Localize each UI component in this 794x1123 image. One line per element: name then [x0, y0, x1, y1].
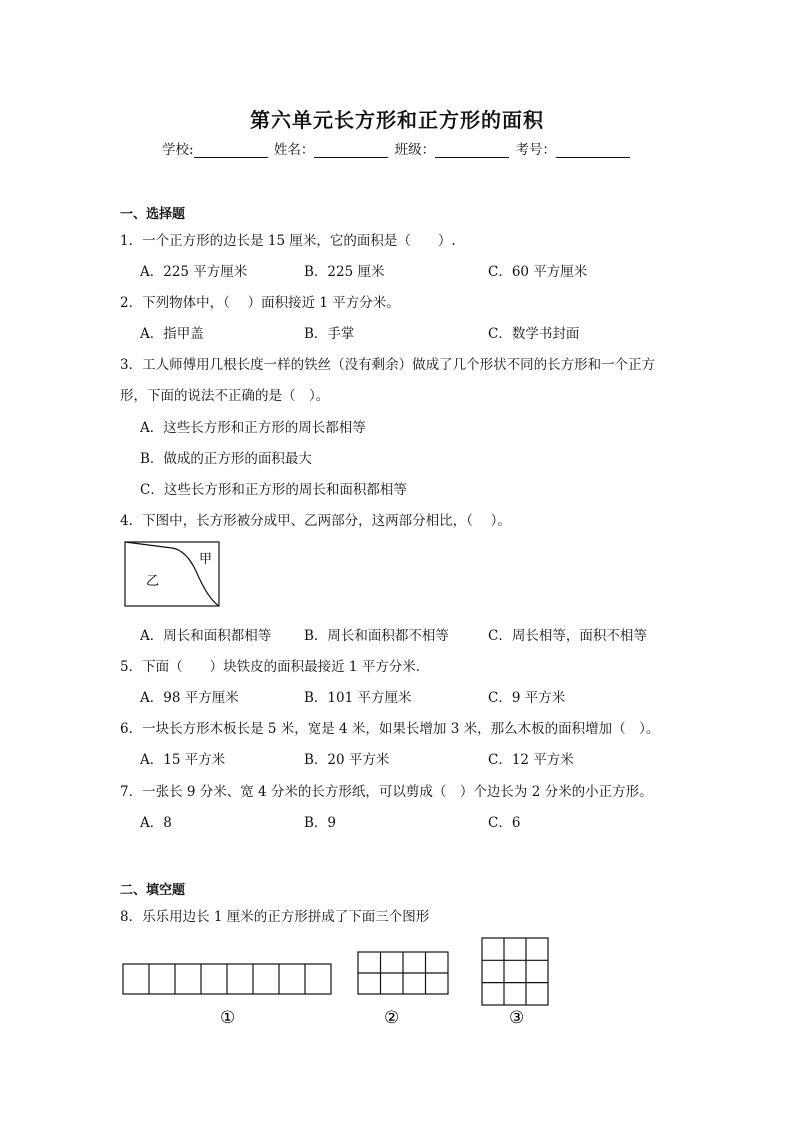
school-blank	[194, 143, 268, 158]
q2-option-c: C．数学书封面	[488, 326, 580, 342]
section-heading: 二、填空题	[120, 883, 186, 898]
q3-option-c: C．这些长方形和正方形的周长和面积都相等	[140, 482, 407, 498]
q1-option-c: C．60 平方厘米	[488, 264, 588, 280]
school-label: 学校:	[162, 142, 194, 158]
q2-option-b: B．手掌	[304, 326, 355, 342]
q6-option-b: B．20 平方米	[304, 752, 390, 768]
q5-option-b: B．101 平方厘米	[304, 690, 412, 706]
q7-option-b: B．9	[304, 815, 337, 831]
q4-option-a: A．周长和面积都相等	[140, 628, 272, 644]
question-1-text: 1．一个正方形的边长是 15 厘米，它的面积是（ ）.	[120, 233, 456, 249]
question-3-text: 3．工人师傅用几根长度一样的铁丝（没有剩余）做成了几个形状不同的长方形和一个正方	[120, 357, 656, 373]
q4-divided-rectangle-figure	[124, 541, 222, 609]
q5-option-c: C．9 平方米	[488, 690, 566, 706]
class-blank	[435, 143, 509, 158]
q8-figure-3-label: ③	[509, 1008, 525, 1028]
section-heading: 一、选择题	[120, 207, 186, 222]
question-5-text: 5．下面（ ）块铁皮的面积最接近 1 平方分米．	[120, 659, 430, 675]
q3-option-a: A．这些长方形和正方形的周长都相等	[140, 420, 366, 436]
question-4-text: 4．下图中，长方形被分成甲、乙两部分，这两部分相比，（ ）。	[120, 513, 511, 529]
question-3-text-continued: 形，下面的说法不正确的是（ ）。	[120, 388, 330, 404]
q5-option-a: A．98 平方厘米	[140, 690, 239, 706]
page-title: 第六单元长方形和正方形的面积	[250, 108, 544, 132]
q6-option-a: A．15 平方米	[140, 752, 226, 768]
number-label: 考号：	[515, 142, 556, 158]
q8-figure-1-label: ①	[220, 1008, 236, 1028]
q4-option-c: C．周长相等，面积不相等	[488, 628, 647, 644]
q6-option-c: C．12 平方米	[488, 752, 574, 768]
class-label: 班级：	[394, 142, 436, 158]
q8-figure-3-grid	[481, 937, 551, 1031]
q8-figure-1-strip	[122, 963, 332, 1031]
q7-option-c: C．6	[488, 815, 521, 831]
q2-option-a: A．指甲盖	[140, 326, 204, 342]
q8-figure-2-label: ②	[384, 1008, 400, 1028]
q8-figure-2-grid	[357, 951, 451, 1031]
name-blank	[314, 143, 388, 158]
question-2-text: 2．下列物体中，（ ）面积接近 1 平方分米。	[120, 295, 400, 311]
question-6-text: 6．一块长方形木板长是 5 米，宽是 4 米，如果长增加 3 米，那么木板的面积增加（ ）。	[120, 721, 660, 737]
q1-option-b: B．225 厘米	[304, 264, 385, 280]
q4-option-b: B．周长和面积都不相等	[304, 628, 449, 644]
q7-option-a: A．8	[140, 815, 172, 831]
student-info-line	[162, 138, 632, 158]
q4-label-jia: 甲	[199, 552, 213, 567]
name-label: 姓名：	[273, 142, 315, 158]
question-7-text: 7．一张长 9 分米、宽 4 分米的长方形纸，可以剪成（ ）个边长为 2 分米的小正方形。	[120, 784, 653, 800]
q4-label-yi: 乙	[146, 574, 160, 589]
question-8-text: 8．乐乐用边长 1 厘米的正方形拼成了下面三个图形	[120, 909, 430, 925]
number-blank	[556, 143, 630, 158]
q3-option-b: B．做成的正方形的面积最大	[140, 451, 312, 467]
q1-option-a: A．225 平方厘米	[140, 264, 248, 280]
